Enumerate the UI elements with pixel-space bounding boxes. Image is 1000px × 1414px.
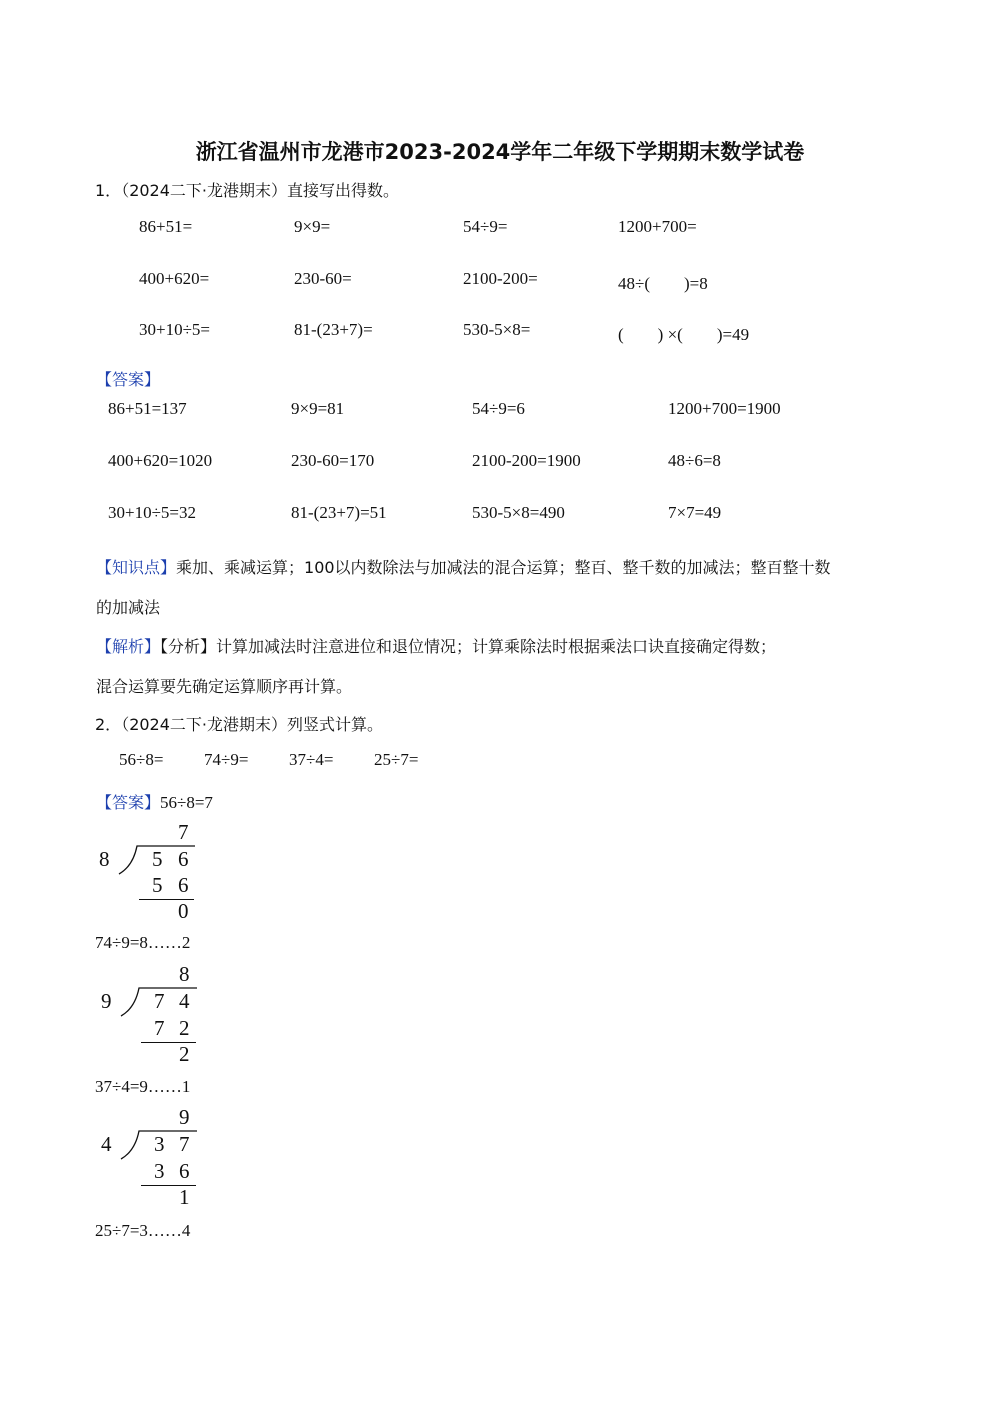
- problem-item: 86+51=: [139, 217, 193, 236]
- answer-item: 7×7=49: [668, 503, 722, 522]
- dividend-digit: 4: [179, 989, 190, 1013]
- question-source: （2024二下·龙港期末）: [121, 715, 287, 734]
- answer-item: 530-5×8=490: [472, 503, 565, 522]
- answer-item: 30+10÷5=32: [108, 503, 197, 522]
- product-digit: 3: [154, 1159, 165, 1183]
- dividend-digit: 5: [152, 847, 163, 871]
- division-result: 74÷9=8……2: [95, 933, 191, 952]
- problem-item: ( ) ×( )=49: [618, 325, 750, 344]
- question-number: 1．: [95, 181, 122, 200]
- division-result: 37÷4=9……1: [95, 1077, 191, 1096]
- answer-tag: 【答案】: [96, 370, 161, 389]
- problem-item: 9×9=: [294, 217, 331, 236]
- divisor: 9: [101, 989, 112, 1013]
- remainder: 0: [178, 899, 189, 923]
- problem-item: 2100-200=: [463, 269, 538, 288]
- division-result: 25÷7=3……4: [95, 1221, 191, 1240]
- remainder: 1: [179, 1185, 190, 1209]
- division-result: 56÷8=7: [160, 793, 213, 812]
- question-source: （2024二下·龙港期末）: [121, 181, 287, 200]
- problem-item: 530-5×8=: [463, 320, 531, 339]
- quotient: 8: [179, 962, 190, 986]
- answer-item: 1200+700=1900: [668, 399, 781, 418]
- problem-item: 230-60=: [294, 269, 352, 288]
- long-division: [97, 960, 207, 1066]
- long-division: [95, 818, 205, 923]
- product-digit: 6: [178, 873, 189, 897]
- problem-item: 25÷7=: [374, 750, 419, 769]
- answer-item: 48÷6=8: [668, 451, 721, 470]
- page-title: 浙江省温州市龙港市2023-2024学年二年级下学期期末数学试卷: [195, 140, 805, 164]
- divisor: 4: [101, 1132, 112, 1156]
- analysis-text-cont: 混合运算要先确定运算顺序再计算。: [96, 677, 353, 696]
- analysis: [96, 634, 776, 657]
- product-digit: 6: [179, 1159, 190, 1183]
- product-digit: 7: [154, 1016, 165, 1040]
- question-prompt: 直接写出得数。: [287, 181, 400, 200]
- long-division: [97, 1105, 207, 1209]
- product-digit: 2: [179, 1016, 190, 1040]
- answer-tag: 【答案】: [96, 793, 161, 812]
- answer-item: 81-(23+7)=51: [291, 503, 387, 522]
- answer-item: 230-60=170: [291, 451, 375, 470]
- analysis-tag: 【解析】: [96, 637, 161, 656]
- knowledge-points: [96, 555, 831, 578]
- analysis-text: 【分析】计算加减法时注意进位和退位情况；计算乘除法时根据乘法口诀直接确定得数；: [160, 637, 777, 656]
- question-prompt: 列竖式计算。: [287, 715, 384, 734]
- quotient: 7: [178, 820, 189, 844]
- answer-item: 86+51=137: [108, 399, 187, 418]
- problem-item: 400+620=: [139, 269, 210, 288]
- question-number: 2．: [95, 715, 122, 734]
- problem-item: 37÷4=: [289, 750, 334, 769]
- problem-item: 48÷( )=8: [618, 274, 708, 293]
- knowledge-text: 乘加、乘减运算；100以内数除法与加减法的混合运算；整百、整千数的加减法；整百整十数: [176, 558, 831, 577]
- dividend-digit: 7: [179, 1132, 190, 1156]
- question-2-header: [95, 712, 383, 735]
- answer-item: 9×9=81: [291, 399, 345, 418]
- answer-item: 54÷9=6: [472, 399, 525, 418]
- product-digit: 5: [152, 873, 163, 897]
- problem-item: 74÷9=: [204, 750, 249, 769]
- quotient: 9: [179, 1105, 190, 1129]
- dividend-digit: 7: [154, 989, 165, 1013]
- answer-item: 400+620=1020: [108, 451, 213, 470]
- problem-item: 54÷9=: [463, 217, 508, 236]
- problem-item: 30+10÷5=: [139, 320, 211, 339]
- remainder: 2: [179, 1042, 190, 1066]
- dividend-digit: 6: [178, 847, 189, 871]
- dividend-digit: 3: [154, 1132, 165, 1156]
- problem-item: 56÷8=: [119, 750, 164, 769]
- knowledge-text-cont: 的加减法: [96, 598, 161, 617]
- knowledge-tag: 【知识点】: [96, 558, 177, 577]
- answer-item: 2100-200=1900: [472, 451, 581, 470]
- divisor: 8: [99, 847, 110, 871]
- q2-answer-line: [96, 790, 213, 813]
- problem-item: 81-(23+7)=: [294, 320, 373, 339]
- problem-item: 1200+700=: [618, 217, 697, 236]
- question-1-header: [95, 178, 399, 201]
